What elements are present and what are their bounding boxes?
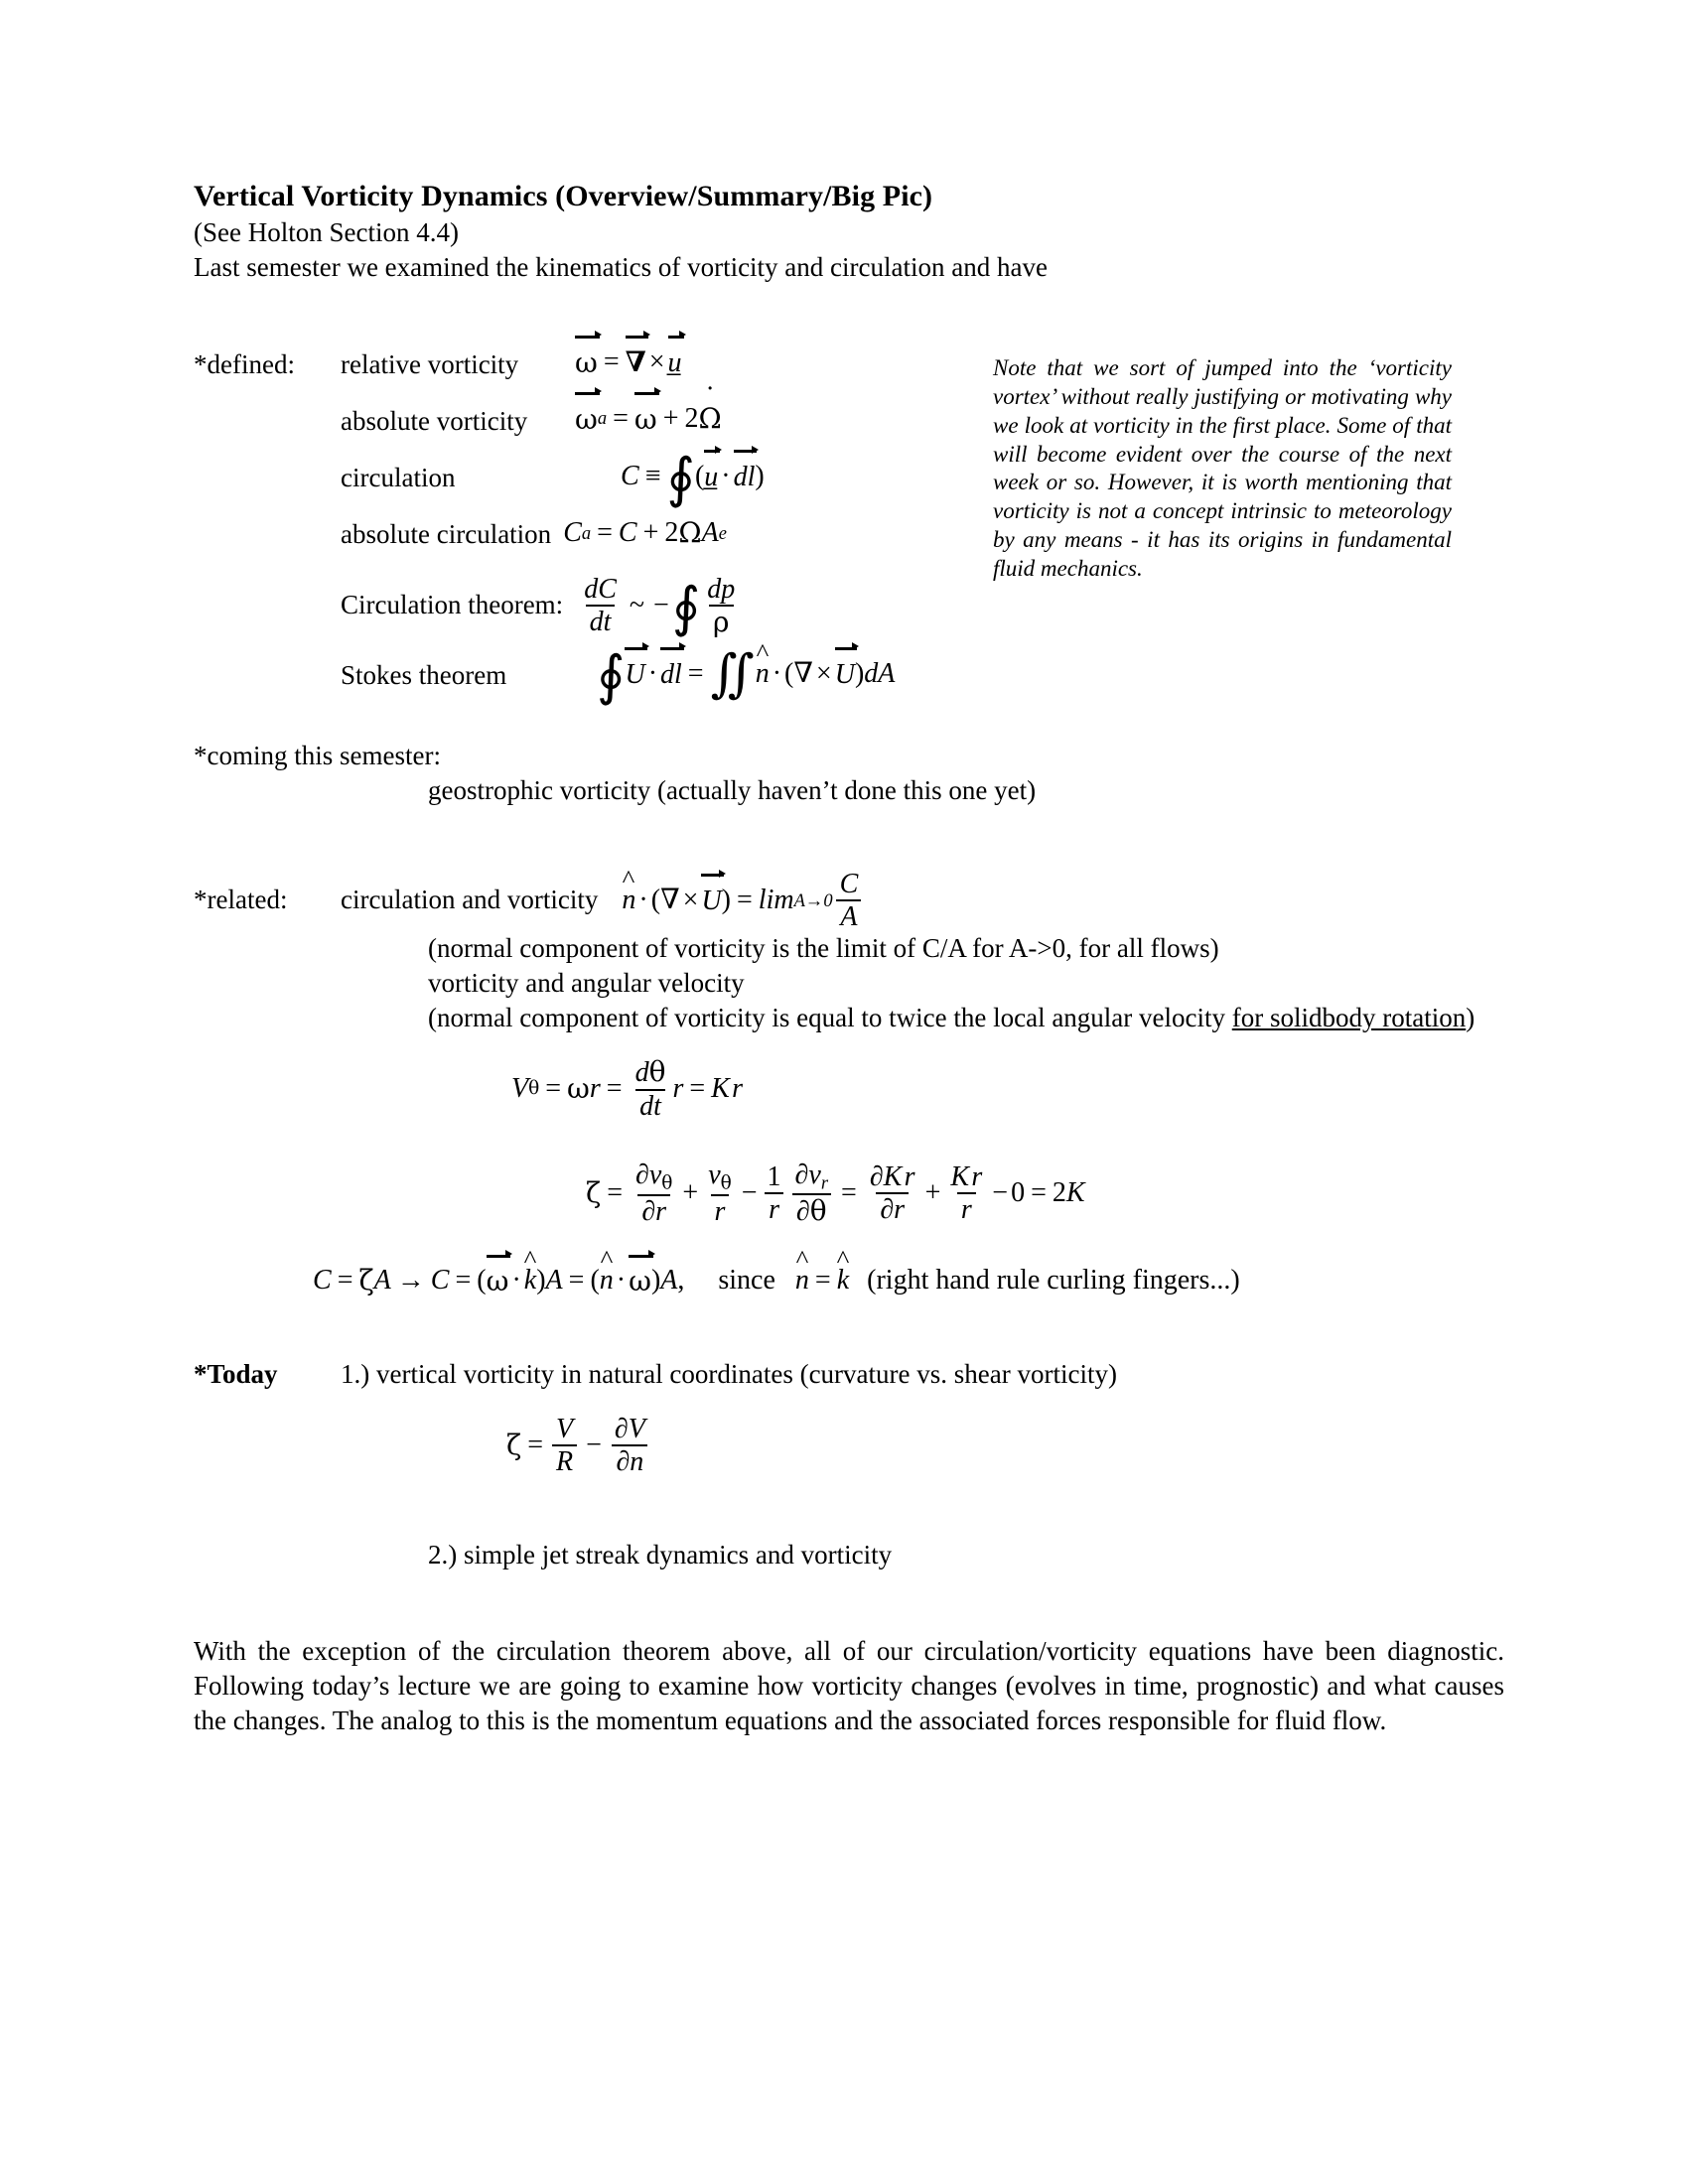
twice-local-close-paren: ) bbox=[1466, 1003, 1475, 1033]
document-body bbox=[194, 179, 1504, 1738]
defined-row-stokes-theorem bbox=[194, 644, 1504, 706]
since-clause: since n ^ = k ^ bbox=[688, 1267, 849, 1295]
defined-label-stokes-theorem: Stokes theorem bbox=[341, 660, 507, 691]
defined-row-circulation-theorem bbox=[194, 573, 1504, 639]
related-line-vorticity-angular: vorticity and angular velocity bbox=[428, 968, 745, 999]
today-item-2: 2.) simple jet streak dynamics and vorticity bbox=[428, 1539, 893, 1570]
equation-C-zeta-A-line: C = ζ A → C = ( ω · k ^ ) A = ( n ^ · ω ) A , since n ^ = k ^ (right hand rule curling fingers...) bbox=[194, 1266, 1504, 1296]
equation-zeta-natural: ζ = $\frac{V}{R}$ − $\frac{\partial V}{\partial n}$ bbox=[194, 1415, 1504, 1476]
today-star-label: *Today bbox=[194, 1359, 278, 1390]
today-row-item-1 bbox=[194, 1357, 1504, 1392]
defined-label-absolute-circulation: absolute circulation bbox=[341, 518, 552, 549]
related-row-circulation-vorticity bbox=[194, 870, 1504, 931]
equation-relative-vorticity: ω = ∇ × u̲ bbox=[575, 345, 682, 379]
equation-zeta-polar: ζ = $\frac{\partial v_\theta}{\partial r}$ + $\frac{v_\theta}{r}$ − $\frac{1}{r}$ $\frac{\partial v_r}{\partial\theta}$ = $\frac{\text{∂K r}}{\partial r}$ + $\frac{\text{K r}}{r}$ − 0 = 2 K bbox=[586, 1159, 1085, 1228]
defined-label-relative-vorticity: relative vorticity bbox=[341, 348, 519, 379]
twice-local-text-a: (normal component of vorticity is equal to twice the local angular velocity bbox=[428, 1003, 1232, 1033]
equation-absolute-circulation: C a = C + 2 Ω A e bbox=[563, 515, 727, 549]
defined-star-label: *defined: bbox=[194, 348, 295, 379]
defined-row-relative-vorticity bbox=[194, 347, 1504, 382]
equation-vtheta: V θ = ω r = $\frac{d\theta}{dt}$ r = K r bbox=[511, 1055, 744, 1122]
related-line-twice-local bbox=[194, 1001, 1504, 1035]
related-star-label: *related: bbox=[194, 885, 288, 915]
defined-row-circulation bbox=[194, 447, 1504, 508]
equation-circulation-theorem: $\frac{dC}{dt}$ ~ − ∮ $\frac{dp}{\rho}$ bbox=[584, 573, 736, 639]
coming-section-line: geostrophic vorticity (actually haven’t done this one yet) bbox=[428, 774, 1037, 805]
coming-section-label: *coming this semester: bbox=[194, 740, 441, 770]
defined-row-absolute-circulation bbox=[194, 517, 1504, 552]
twice-local-underlined-b: body rotation bbox=[1322, 1003, 1467, 1033]
right-hand-rule-text: (right hand rule curling fingers...) bbox=[867, 1265, 1240, 1297]
reference-line: (See Holton Section 4.4) bbox=[194, 217, 459, 248]
since-word: since bbox=[718, 1265, 775, 1297]
defined-row-absolute-vorticity bbox=[194, 401, 1504, 439]
defined-label-circulation-theorem: Circulation theorem: bbox=[341, 590, 564, 620]
side-note: Note that we sort of jumped into the ‘vorticity vortex’ without really justifying or motivating why we look at vorticity in the first place. Some of that will become evident over the course of the next week or so. However, it is worth mentioning that vorticity is not a concept intrinsic to meteorology by any means - it has its origins in fundamental fluid mechanics. bbox=[993, 355, 1452, 582]
equation-circulation: C ≡ ∮ ( u̲ · dl ) bbox=[621, 447, 765, 508]
today-item-1: 1.) vertical vorticity in natural coordinates (curvature vs. shear vorticity) bbox=[341, 1359, 1117, 1390]
closing-paragraph: With the exception of the circulation theorem above, all of our circulation/vorticity equations have been diagnostic. Following today’s lecture we are going to examine how vorticity changes (evolves in time, prognostic) and what causes the changes. The analog to this is the momentum equations and the associated forces responsible for fluid flow. bbox=[194, 1635, 1504, 1736]
page-title: Vertical Vorticity Dynamics (Overview/Summary/Big Pic) bbox=[194, 180, 933, 212]
equation-normal-component-limit: n ^ · ( ∇ × U ) = lim A→0 $\frac{C}{A}$ bbox=[598, 870, 1504, 931]
equation-absolute-vorticity: ω a = ω + 2 Ω ˙ bbox=[575, 404, 1504, 436]
defined-label-circulation: circulation bbox=[341, 462, 456, 492]
defined-label-absolute-vorticity: absolute vorticity bbox=[341, 405, 528, 436]
related-line-normal-component: (normal component of vorticity is the limit of C/A for A->0, for all flows) bbox=[428, 933, 1219, 964]
related-label-circulation-vorticity: circulation and vorticity bbox=[341, 885, 599, 915]
intro-line: Last semester we examined the kinematics of vorticity and circulation and have bbox=[194, 252, 1048, 283]
twice-local-underlined-a: for solid bbox=[1231, 1003, 1323, 1033]
equation-stokes-theorem: ∮ U · dl = ∬ n ^ · ( ∇ × U ) dA bbox=[575, 658, 1504, 699]
